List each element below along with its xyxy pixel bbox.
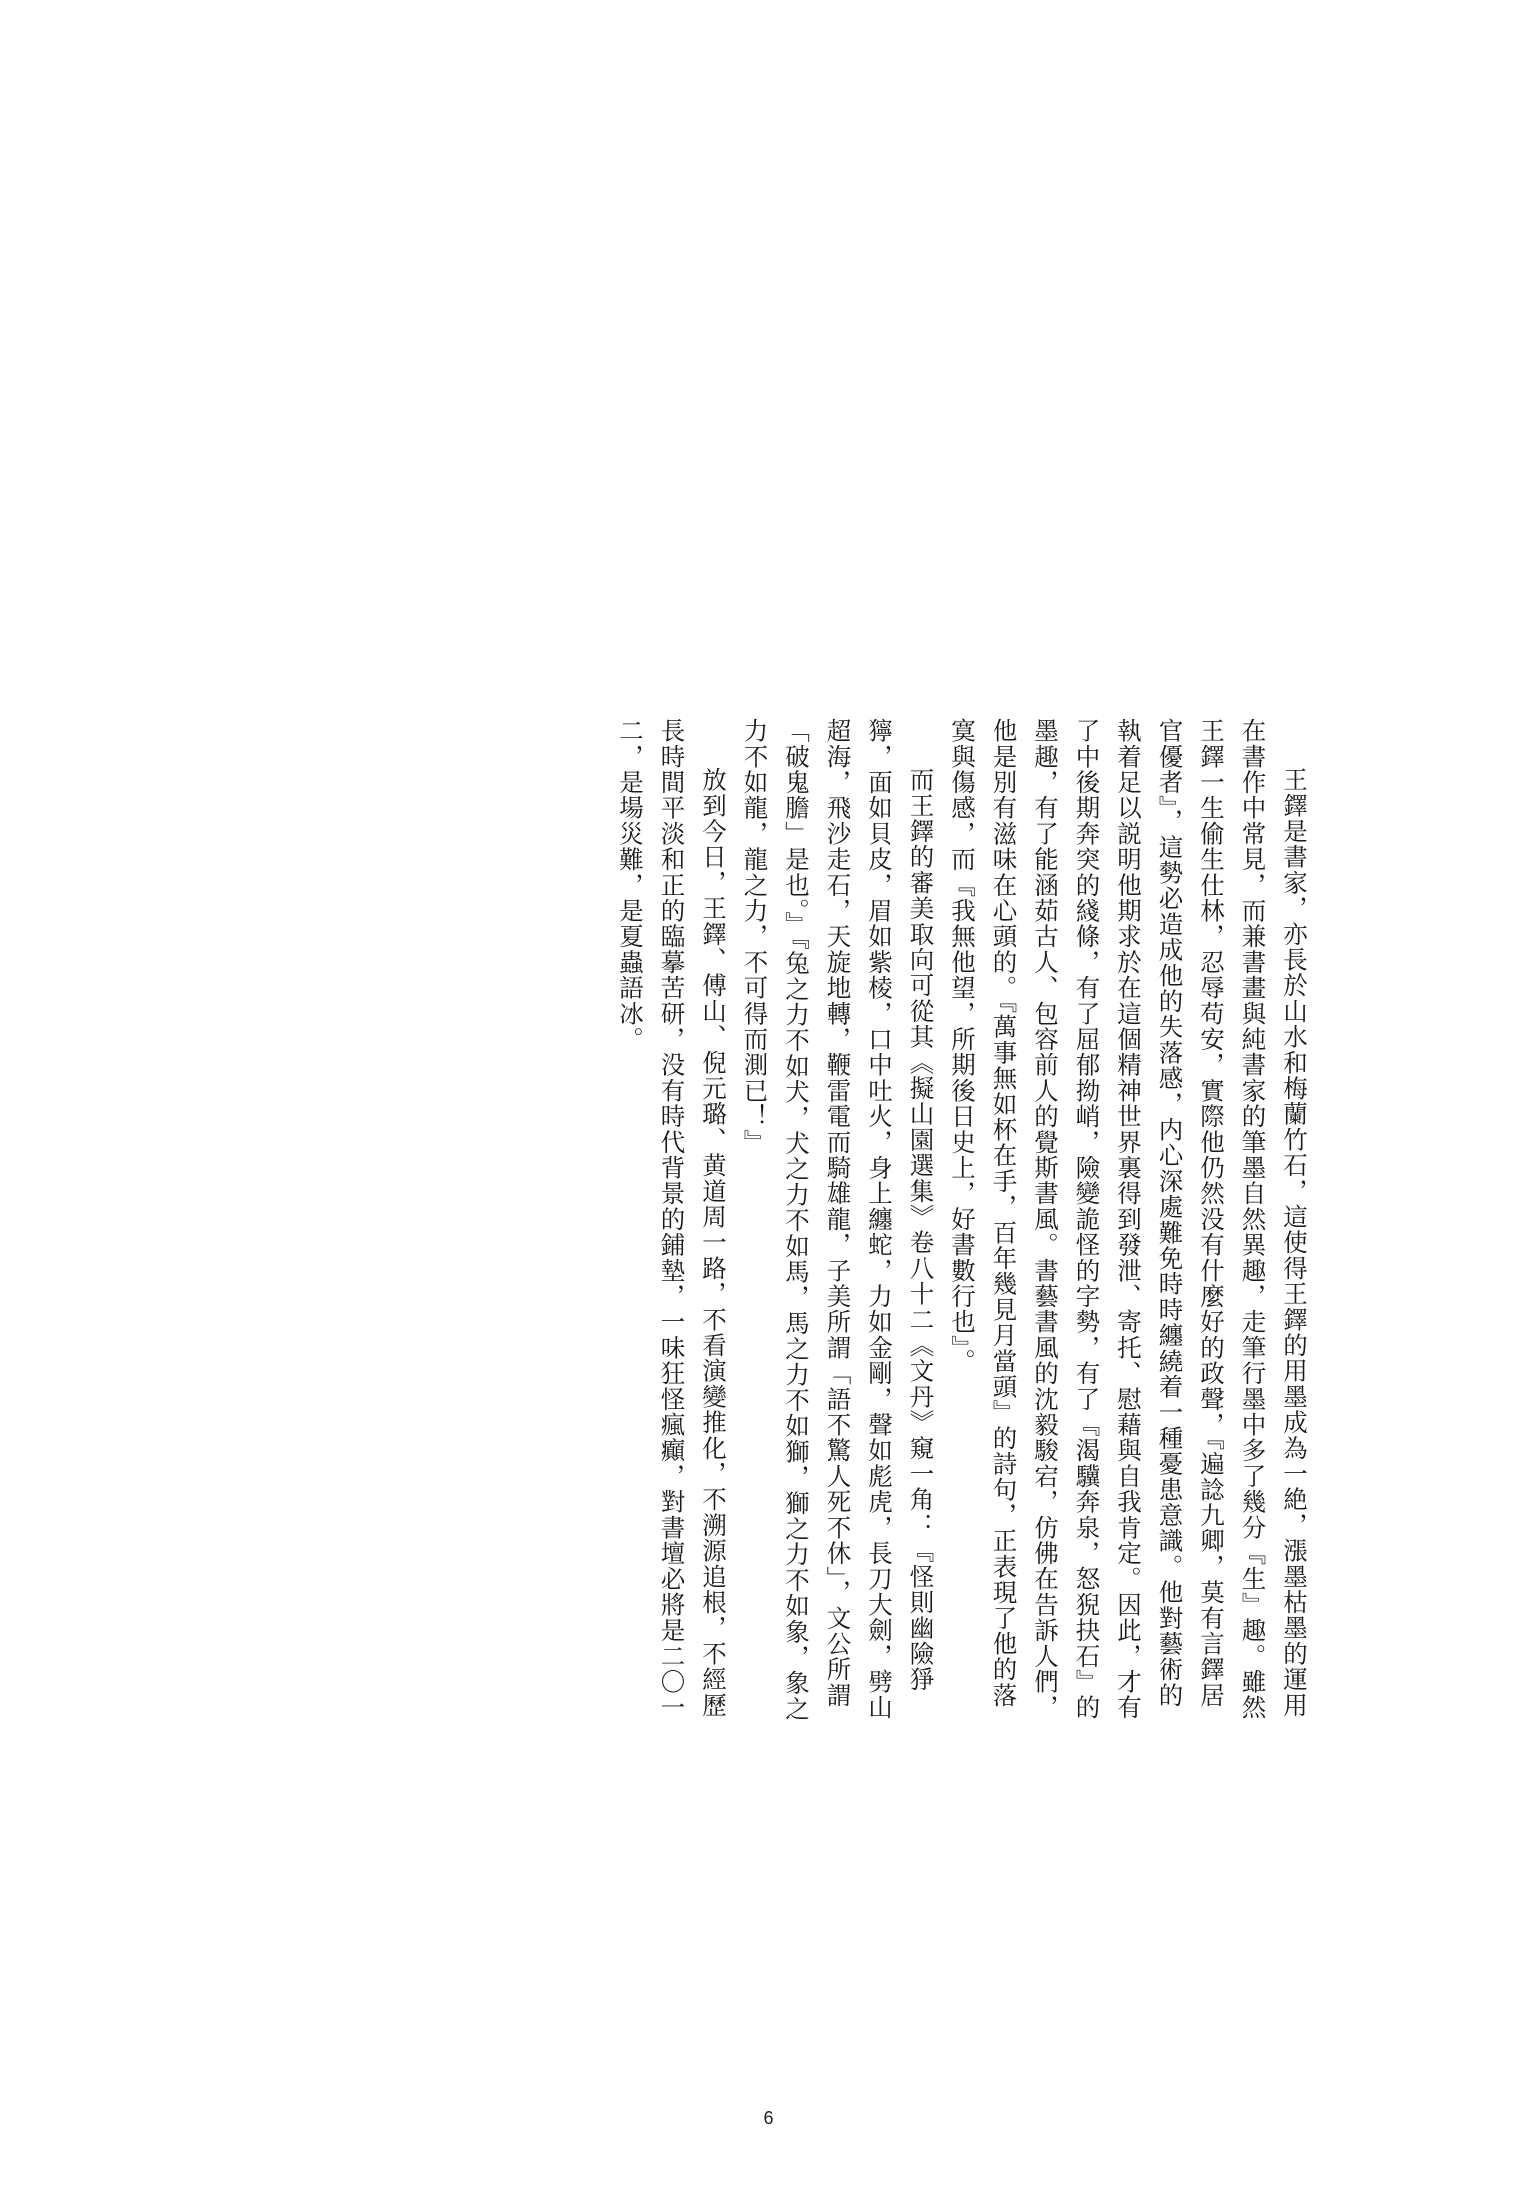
paragraph-today-commentary: 放到今日，王鐸、傅山、倪元璐、黄道周一路，不看演變推化，不溯源追根，不經歷長時間平淡和正的臨摹苦研，没有時代背景的鋪墊，一味狂怪瘋癲，對書壇必將是二〇一二，是場災難，是夏蟲語冰。 — [616, 718, 728, 1721]
page-number: 6 — [763, 2108, 774, 2128]
paragraph-wang-duo-ink: 王鐸是書家，亦長於山水和梅蘭竹石，這使得王鐸的用墨成為一絶，漲墨枯墨的運用在書作中常見，而兼書畫與純書家的筆墨自然異趣，走筆行墨中多了幾分『生』趣。雖然王鐸一生偷生仕林，忍辱苟安，實際他仍然没有什麼好的政聲，『遍諗九卿，莫有言鐸居官優者』，這勢必造成他的失落感，内心深處難免時時纏繞着一種憂患意識。他對藝術的執着足以説明他期求於在這個精神世界裏得到發泄、寄托、慰藉與自我肯定。因此，才有了中後期奔突的綫條，有了屈郁拗峭，險變詭怪的字勢，有了『渴驥奔泉，怒猊抉石』的墨趣，有了能涵茹古人、包容前人的覺斯書風。書藝書風的沈毅駿宕，仿佛在告訴人們，他是別有滋味在心頭的。『萬事無如杯在手，百年幾見月當頭』的詩句，正表現了他的落寞與傷感，而『我無他望，所期後日史上，好書數行也』。 — [948, 718, 1309, 1721]
vertical-text-body — [616, 718, 1315, 1728]
paragraph-aesthetic-orientation: 而王鐸的審美取向可從其《擬山園選集》卷八十二《文丹》窺一角：『怪則幽險猙獰，面如貝皮，眉如紫棱，口中吐火，身上纏蛇，力如金剛，聲如彪虎，長刀大劍，劈山超海，飛沙走石，天旋地轉，鞭雷電而騎雄龍，子美所謂「語不驚人死不休」，文公所謂「破鬼膽」是也。』『兔之力不如犬，犬之力不如馬，馬之力不如獅，獅之力不如象，象之力不如龍，龍之力，不可得而測已！』 — [740, 718, 936, 1722]
